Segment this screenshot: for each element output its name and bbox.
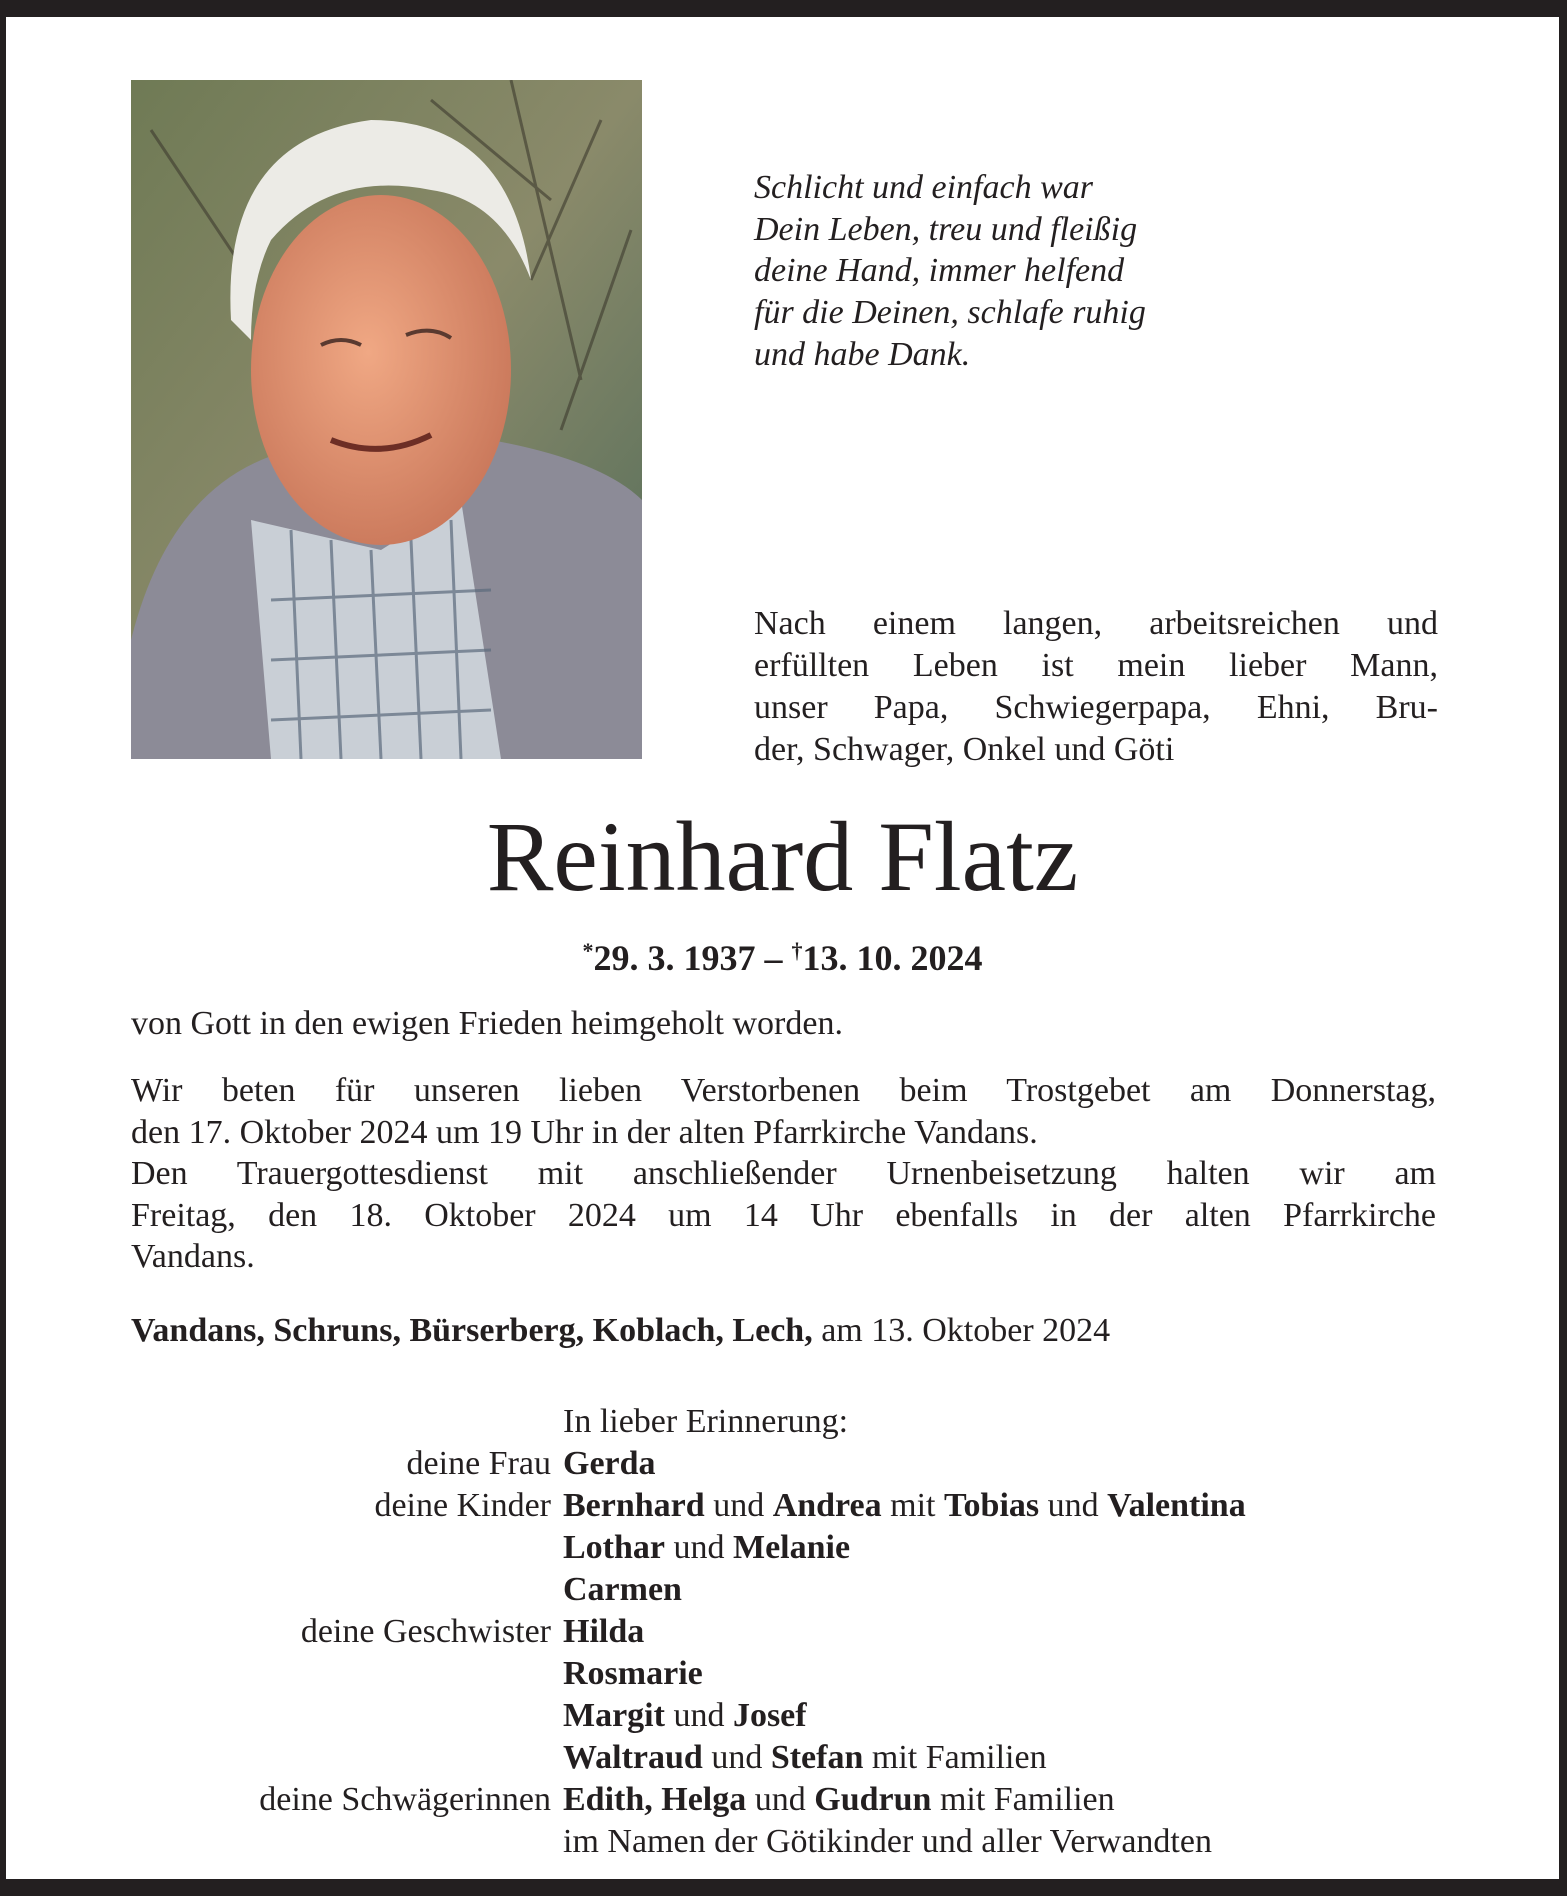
intro-line: unser Papa, Schwiegerpapa, Ehni, Bru- — [754, 689, 1438, 726]
mourner-name: Valentina — [1107, 1487, 1246, 1524]
mourner-row — [131, 1653, 1451, 1695]
service-line: Freitag, den 18. Oktober 2024 um 14 Uhr ebenfalls in der alten Pfarrkirche — [131, 1196, 1436, 1234]
mourner-row — [131, 1485, 1451, 1527]
mourner-names — [563, 1821, 1451, 1863]
place-date-line — [131, 1310, 1436, 1352]
mourner-name: Hilda — [563, 1613, 645, 1650]
mourner-row — [131, 1611, 1451, 1653]
intro-line: erfüllten Leben ist mein lieber Mann, — [754, 647, 1438, 684]
relation-label — [131, 1695, 563, 1737]
mourner-names — [563, 1527, 1451, 1569]
deceased-name: Reinhard Flatz — [486, 801, 1079, 912]
mourner-names — [563, 1611, 1451, 1653]
relation-label: deine Geschwister — [300, 1613, 551, 1650]
relation-label: deine Schwägerinnen — [259, 1781, 551, 1818]
poem-line: für die Deinen, schlafe ruhig — [754, 294, 1146, 332]
poem-line: Schlicht und einfach war — [754, 169, 1094, 206]
mourner-name: Melanie — [733, 1529, 851, 1566]
mourner-name: Josef — [732, 1697, 807, 1734]
intro-line: Nach einem langen, arbeitsreichen und — [754, 605, 1438, 642]
mourner-row — [131, 1695, 1451, 1737]
mourner-name: Margit — [563, 1697, 665, 1734]
obituary-page — [6, 17, 1559, 1879]
poem-line: Dein Leben, treu und fleißig — [754, 210, 1138, 248]
connector-text: mit — [881, 1487, 944, 1524]
connector-text: im Namen der Götikinder und aller Verwandten — [563, 1823, 1212, 1860]
mourner-row — [131, 1737, 1451, 1779]
relation-label — [131, 1821, 563, 1863]
mourner-names — [563, 1737, 1451, 1779]
mourner-names — [563, 1569, 1451, 1611]
relation-label — [131, 1527, 563, 1569]
connector-text: mit Familien — [863, 1739, 1047, 1776]
mourner-name: Waltraud — [563, 1739, 703, 1776]
mourner-row — [131, 1779, 1451, 1821]
notice-date: am 13. Oktober 2024 — [812, 1312, 1111, 1349]
intro-line: der, Schwager, Onkel und Göti — [754, 731, 1175, 768]
places: Vandans, Schruns, Bürserberg, Koblach, Lech, — [131, 1312, 813, 1349]
mourner-names — [563, 1653, 1451, 1695]
mourner-name: Andrea — [772, 1487, 882, 1524]
date-separator: – — [755, 938, 792, 978]
mourner-names — [563, 1485, 1451, 1527]
mourner-row — [131, 1821, 1451, 1863]
service-line: den 17. Oktober 2024 um 19 Uhr in der alten Pfarrkirche Vandans. — [131, 1113, 1038, 1151]
mourner-name: Stefan — [770, 1739, 864, 1776]
mourner-names — [563, 1443, 1451, 1485]
service-line: Vandans. — [131, 1238, 255, 1275]
intro-paragraph — [754, 603, 1438, 771]
relation-label: deine Frau — [406, 1445, 551, 1482]
connector-text: und — [746, 1781, 815, 1818]
birth-date: 29. 3. 1937 — [593, 938, 756, 978]
memory-heading: In lieber Erinnerung: — [563, 1403, 849, 1440]
mourner-name: Gerda — [563, 1445, 656, 1482]
mourner-name: Tobias — [943, 1487, 1040, 1524]
service-paragraph — [131, 1070, 1436, 1278]
mourner-name: Bernhard — [563, 1487, 705, 1524]
mourner-row — [131, 1569, 1451, 1611]
mourner-row — [131, 1443, 1451, 1485]
service-line: Den Trauergottesdienst mit anschließender Urnenbeisetzung halten wir am — [131, 1155, 1436, 1192]
poem — [754, 167, 1146, 376]
birth-symbol: * — [582, 938, 594, 963]
connector-text: und — [665, 1529, 733, 1566]
relation-label — [131, 1569, 563, 1611]
heimgeholt-text: von Gott in den ewigen Frieden heimgeholt worden. — [131, 1005, 843, 1042]
poem-line: und habe Dank. — [754, 335, 971, 373]
service-line: Wir beten für unseren lieben Verstorbenen beim Trostgebet am Donnerstag, — [131, 1072, 1436, 1109]
mourner-name: Edith, Helga — [563, 1781, 747, 1818]
mourner-names — [563, 1779, 1451, 1821]
relation-label: deine Kinder — [374, 1487, 551, 1524]
connector-text: und — [704, 1487, 773, 1524]
relation-label — [131, 1737, 563, 1779]
mourners-list — [131, 1401, 1451, 1863]
death-symbol: † — [791, 938, 803, 963]
portrait-photo — [131, 80, 642, 759]
mourner-name: Gudrun — [814, 1781, 932, 1818]
mourner-name: Carmen — [563, 1571, 682, 1608]
connector-text: mit Familien — [931, 1781, 1115, 1818]
connector-text: und — [702, 1739, 771, 1776]
poem-line: deine Hand, immer helfend — [754, 252, 1125, 290]
connector-text: und — [664, 1697, 733, 1734]
death-date: 13. 10. 2024 — [802, 938, 983, 978]
mourner-name: Rosmarie — [563, 1655, 703, 1692]
relation-label — [131, 1653, 563, 1695]
connector-text: und — [1039, 1487, 1108, 1524]
mourner-name: Lothar — [563, 1529, 665, 1566]
mourner-names — [563, 1695, 1451, 1737]
life-dates — [6, 929, 1559, 980]
mourner-row — [131, 1527, 1451, 1569]
